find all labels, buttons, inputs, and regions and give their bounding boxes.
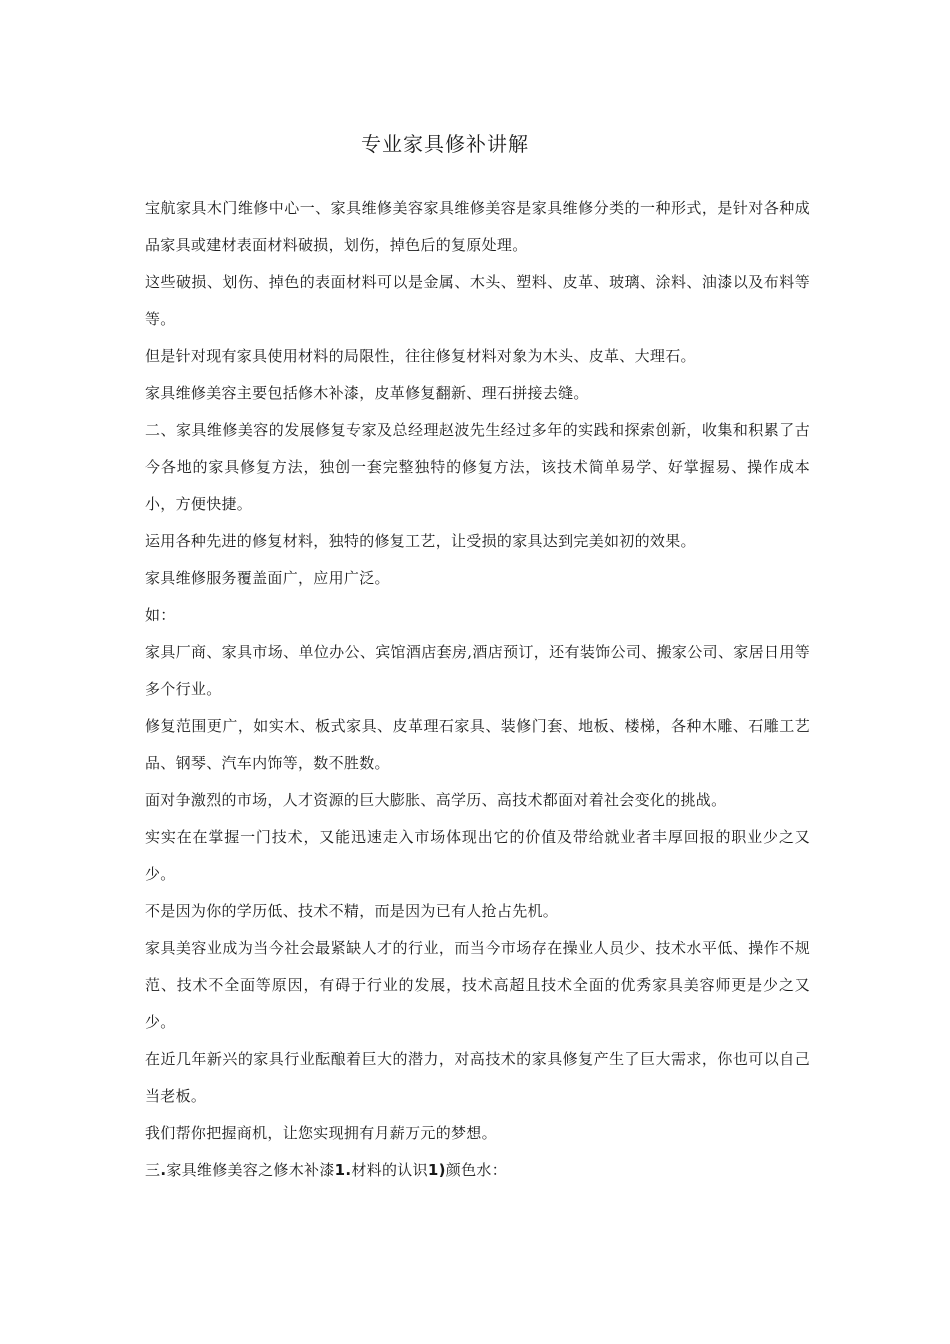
paragraph-intro: 宝航家具木门维修中心一、家具维修美容家具维修美容是家具维修分类的一种形式，是针对各种成品家具或建材表面材料破损，划伤，掉色后的复原处理。 bbox=[145, 199, 810, 254]
paragraph-repair-range: 修复范围更广，如实木、板式家具、皮革理石家具、装修门套、地板、楼梯，各种木雕、石雕工艺品、钢琴、汽车内饰等，数不胜数。 bbox=[145, 717, 810, 772]
paragraph-example-label: 如： bbox=[145, 606, 176, 624]
paragraph-development: 二、家具维修美容的发展修复专家及总经理赵波先生经过多年的实践和探索创新，收集和积累了古今各地的家具修复方法，独创一套完整独特的修复方法，该技术简单易学、好掌握易、操作成本小，方便快捷。 bbox=[145, 421, 810, 513]
paragraph-scope: 家具维修美容主要包括修木补漆，皮革修复翻新、理石拼接去缝。 bbox=[145, 384, 589, 402]
paragraph-industries: 家具厂商、家具市场、单位办公、宾馆酒店套房,酒店预订，还有装饰公司、搬家公司、家居日用等多个行业。 bbox=[145, 643, 810, 698]
document-body bbox=[145, 190, 810, 1189]
item-heading: 颜色水： bbox=[445, 1161, 507, 1179]
paragraph-limitations: 但是针对现有家具使用材料的局限性，往往修复材料对象为木头、皮革、大理石。 bbox=[145, 347, 696, 365]
paragraph-competition: 面对争激烈的市场，人才资源的巨大膨胀、高学历、高技术都面对着社会变化的挑战。 bbox=[145, 791, 727, 809]
paragraph-section-three bbox=[145, 1152, 810, 1189]
paragraph-opportunity: 不是因为你的学历低、技术不精，而是因为已有人抢占先机。 bbox=[145, 902, 559, 920]
item-number: 1) bbox=[427, 1161, 446, 1179]
section-three-number: 三 bbox=[145, 1161, 161, 1179]
paragraph-coverage: 家具维修服务覆盖面广，应用广泛。 bbox=[145, 569, 390, 587]
paragraph-potential: 在近几年新兴的家具行业酝酿着巨大的潜力，对高技术的家具修复产生了巨大需求，你也可以自己当老板。 bbox=[145, 1050, 810, 1105]
document-title: 专业家具修补讲解 bbox=[361, 132, 529, 156]
paragraph-effect: 运用各种先进的修复材料，独特的修复工艺，让受损的家具达到完美如初的效果。 bbox=[145, 532, 696, 550]
subsection-heading: 材料的认识 bbox=[351, 1161, 428, 1179]
section-three-separator: . bbox=[160, 1161, 167, 1179]
paragraph-shortage: 家具美容业成为当今社会最紧缺人才的行业，而当今市场存在操业人员少、技术水平低、操作不规范、技术不全面等原因，有碍于行业的发展，技术高超且技术全面的优秀家具美容师更是少之又少。 bbox=[145, 939, 810, 1031]
subsection-number: 1. bbox=[334, 1161, 352, 1179]
paragraph-skill: 实实在在掌握一门技术，又能迅速走入市场体现出它的价值及带给就业者丰厚回报的职业少之又少。 bbox=[145, 828, 810, 883]
paragraph-business: 我们帮你把握商机，让您实现拥有月薪万元的梦想。 bbox=[145, 1124, 497, 1142]
paragraph-materials: 这些破损、划伤、掉色的表面材料可以是金属、木头、塑料、皮革、玻璃、涂料、油漆以及布料等等。 bbox=[145, 273, 810, 328]
section-three-heading: 家具维修美容之修木补漆 bbox=[166, 1161, 335, 1179]
